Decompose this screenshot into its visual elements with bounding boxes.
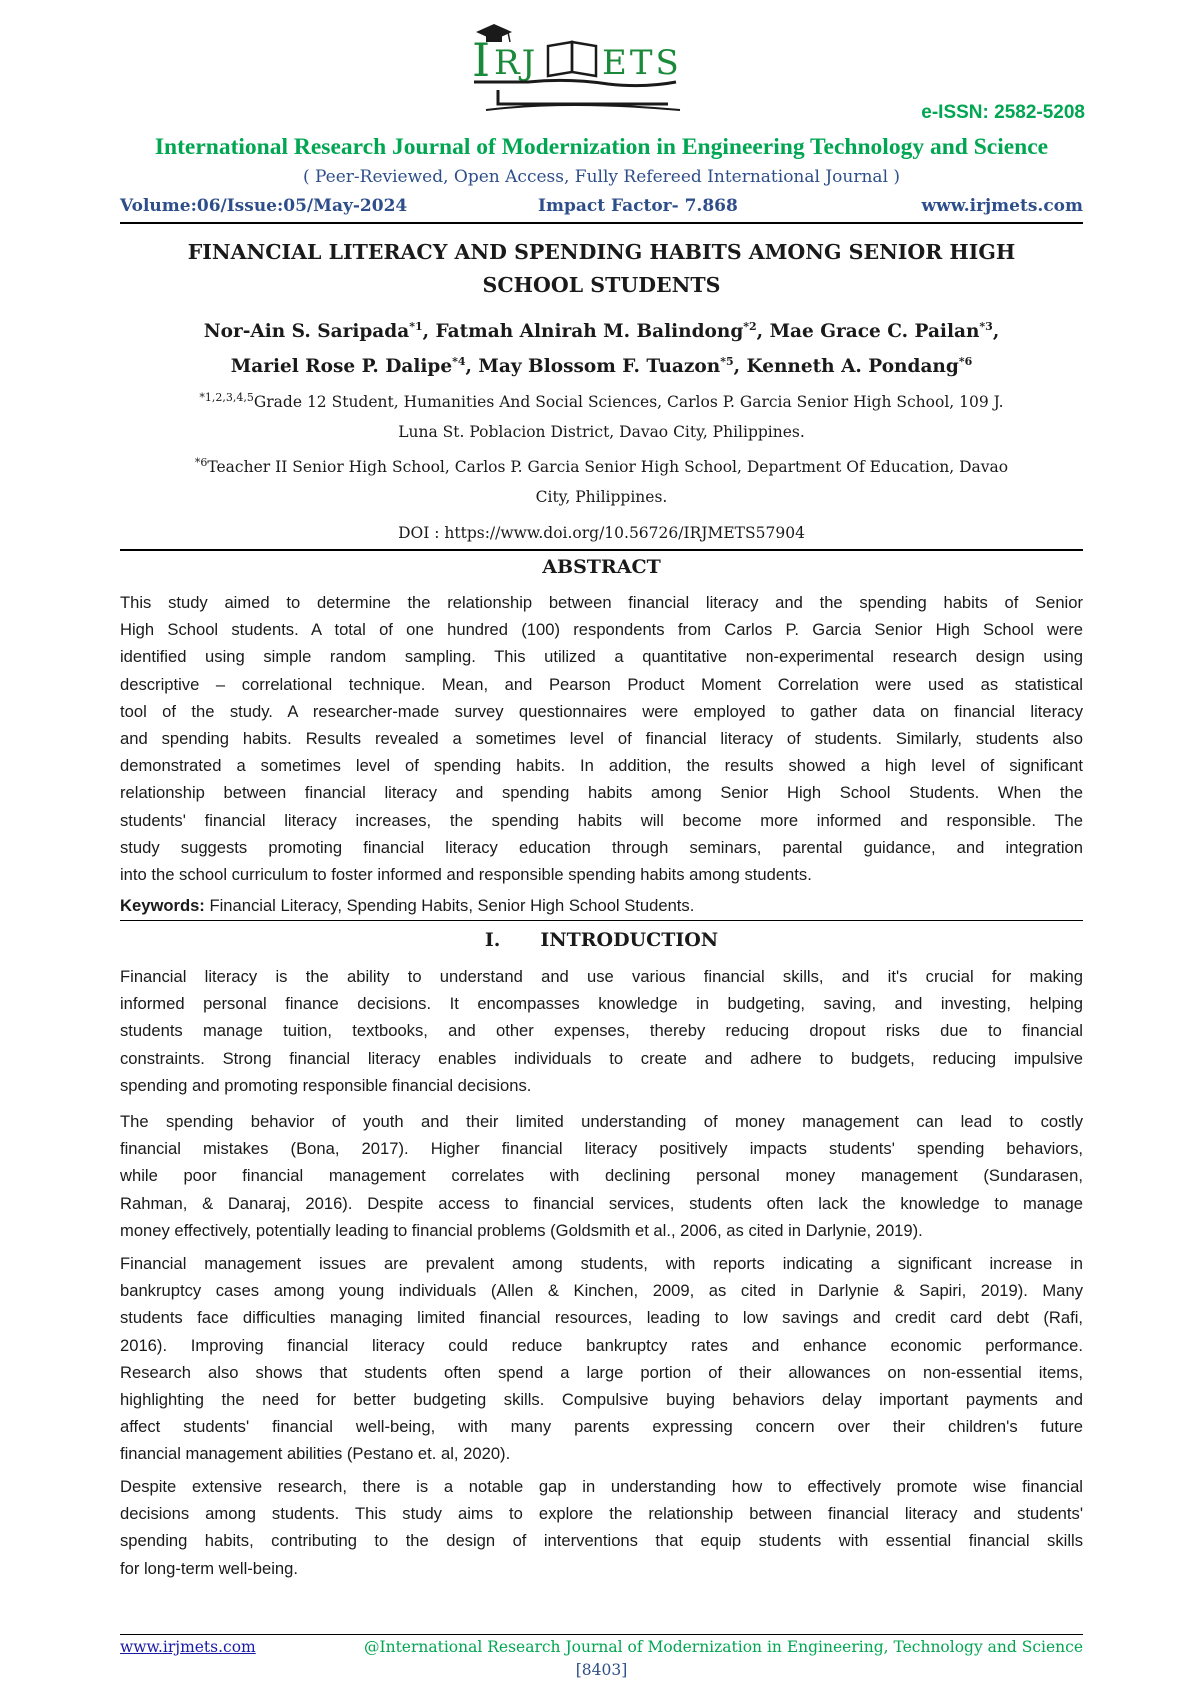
text-line: highlighting the need for better budgeting skills. Compulsive buying behaviors delay important payments and: [120, 1390, 1083, 1410]
page-number: [8403]: [575, 1661, 628, 1679]
author-mark: *3: [979, 319, 993, 333]
text-line: High School students. A total of one hundred (100) respondents from Carlos P. Garcia Senior High School were: [120, 620, 1083, 640]
text-line: Despite extensive research, there is a notable gap in understanding how to effectively promote wise financial: [120, 1477, 1083, 1496]
affiliation-text: Teacher II Senior High School, Carlos P. Garcia Senior High School, Department Of Education, Davao: [207, 458, 1009, 476]
impact-factor: Impact Factor- 7.868: [538, 196, 738, 216]
issue-meta-row: [120, 196, 1083, 224]
affiliation-line: [120, 387, 1083, 417]
author-name: Fatmah Alnirah M. Balindong: [435, 321, 744, 342]
logo-graphic: [468, 12, 738, 122]
affiliation-mark: *6: [194, 455, 208, 469]
text-line: into the school curriculum to foster informed and responsible spending habits among students.: [120, 865, 812, 885]
intro-paragraph: [120, 1473, 1083, 1582]
author-name: Kenneth A. Pondang: [746, 356, 959, 377]
author-line: [120, 314, 1083, 349]
author-mark: *1: [409, 319, 423, 333]
intro-paragraph: [120, 1108, 1083, 1244]
intro-paragraph: [120, 1250, 1083, 1468]
svg-text:ETS: ETS: [602, 43, 682, 83]
affiliation: [120, 452, 1083, 512]
text-line: Financial literacy is the ability to understand and use various financial skills, and it's crucial for making: [120, 967, 1083, 986]
author-name: Mae Grace C. Pailan: [769, 321, 980, 342]
issn-number: e-ISSN: 2582-5208: [921, 102, 1085, 123]
doi-link[interactable]: DOI : https://www.doi.org/10.56726/IRJMETS57904: [120, 518, 1083, 551]
footer-journal-credit: @International Research Journal of Modernization in Engineering, Technology and Science: [363, 1638, 1083, 1656]
text-line: students' financial literacy increases, the spending habits will become more informed and responsible. The: [120, 810, 1083, 830]
affiliation-line: City, Philippines.: [535, 488, 668, 506]
author-separator: ,: [992, 321, 1000, 342]
text-line: financial management abilities (Pestano et. al, 2020).: [120, 1444, 511, 1464]
author-name: Mariel Rose P. Dalipe: [230, 356, 453, 377]
title-line: FINANCIAL LITERACY AND SPENDING HABITS AMONG SENIOR HIGH: [187, 240, 1016, 264]
affiliation-text: Grade 12 Student, Humanities And Social Sciences, Carlos P. Garcia Senior High School, 109 J.: [253, 393, 1004, 411]
journal-tagline: ( Peer-Reviewed, Open Access, Fully Refereed International Journal ): [302, 167, 901, 187]
journal-logo: [468, 12, 738, 122]
footer-rule: [120, 1634, 1083, 1635]
affiliation-mark: *1,2,3,4,5: [199, 390, 254, 404]
keywords: [120, 892, 1083, 921]
affiliation-line: Luna St. Poblacion District, Davao City, Philippines.: [398, 423, 805, 441]
author-mark: *6: [958, 354, 973, 368]
affiliation: [120, 387, 1083, 447]
keywords-text: Financial Literacy, Spending Habits, Senior High School Students.: [204, 896, 695, 915]
author-separator: ,: [756, 321, 770, 342]
author-mark: *2: [743, 319, 757, 333]
text-line: The spending behavior of youth and their limited understanding of money management can lead to costly: [120, 1112, 1083, 1131]
text-line: descriptive – correlational technique. Mean, and Pearson Product Moment Correlation were used as statistical: [120, 674, 1083, 694]
intro-paragraph: [120, 963, 1083, 1099]
paper-title: [140, 236, 1063, 302]
abstract-body: [120, 589, 1083, 888]
text-line: relationship between financial literacy and spending habits among Senior High School Students. When the: [120, 783, 1083, 803]
text-line: spending and promoting responsible financial decisions.: [120, 1075, 532, 1095]
author-name: May Blossom F. Tuazon: [478, 356, 721, 377]
text-line: constraints. Strong financial literacy enables individuals to create and adhere to budgets, reducing impulsive: [120, 1048, 1083, 1068]
author-list: [120, 314, 1083, 384]
text-line: demonstrated a sometimes level of spending habits. In addition, the results showed a high level of significant: [120, 756, 1083, 776]
text-line: spending habits, contributing to the design of interventions that equip students with essential financial skills: [120, 1531, 1083, 1551]
text-line: 2016). Improving financial literacy could reduce bankruptcy rates and enhance economic performance.: [120, 1335, 1083, 1355]
author-separator: ,: [465, 356, 479, 377]
svg-text:RJ: RJ: [494, 43, 538, 83]
text-line: Financial management issues are prevalent among students, with reports indicating a significant increase in: [120, 1254, 1083, 1273]
text-line: students manage tuition, textbooks, and other expenses, thereby reducing dropout risks due to financial: [120, 1021, 1083, 1041]
introduction-heading: [120, 929, 1083, 951]
section-title: INTRODUCTION: [540, 929, 719, 951]
svg-text:I: I: [472, 33, 491, 87]
text-line: study suggests promoting financial literacy education through seminars, parental guidance, and integration: [120, 837, 1083, 857]
text-line: Research also shows that students often spend a large portion of their allowances on non-essential items,: [120, 1362, 1083, 1382]
journal-name: International Research Journal of Modernization in Engineering Technology and Science: [154, 134, 1049, 160]
text-line: students face difficulties managing limited financial resources, leading to low savings and credit card debt (Rafi,: [120, 1308, 1083, 1328]
abstract-heading: ABSTRACT: [542, 556, 661, 578]
author-separator: ,: [422, 321, 436, 342]
text-line: identified using simple random sampling. This utilized a quantitative non-experimental research design using: [120, 647, 1083, 667]
text-line: affect students' financial well-being, with many parents expressing concern over their children's future: [120, 1417, 1083, 1437]
text-line: while poor financial management correlates with declining personal money management (Sundarasen,: [120, 1166, 1083, 1186]
author-separator: ,: [733, 356, 747, 377]
section-number: I.: [484, 929, 501, 951]
title-line: SCHOOL STUDENTS: [482, 273, 721, 297]
text-line: bankruptcy cases among young individuals (Allen & Kinchen, 2009, as cited in Darlynie & Sapiri, 2019). Many: [120, 1281, 1083, 1301]
volume-issue: Volume:06/Issue:05/May-2024: [120, 196, 408, 216]
text-line: tool of the study. A researcher-made survey questionnaires were employed to gather data on financial literacy: [120, 701, 1083, 721]
journal-website[interactable]: www.irjmets.com: [921, 196, 1083, 216]
text-line: Rahman, & Danaraj, 2016). Despite access to financial services, students often lack the knowledge to manage: [120, 1193, 1083, 1213]
text-line: financial mistakes (Bona, 2017). Higher financial literacy positively impacts students' spending behaviors,: [120, 1139, 1083, 1159]
affiliation-line: [120, 452, 1083, 482]
text-line: informed personal finance decisions. It encompasses knowledge in budgeting, saving, and investing, helping: [120, 994, 1083, 1014]
author-mark: *4: [452, 354, 466, 368]
keywords-label: Keywords:: [120, 896, 205, 915]
text-line: This study aimed to determine the relationship between financial literacy and the spending habits of Senior: [120, 593, 1083, 612]
text-line: money effectively, potentially leading to financial problems (Goldsmith et al., 2006, as cited in Darlynie, 2019).: [120, 1220, 923, 1240]
author-mark: *5: [720, 354, 734, 368]
text-line: and spending habits. Results revealed a sometimes level of financial literacy of students. Similarly, students also: [120, 729, 1083, 749]
text-line: decisions among students. This study aims to explore the relationship between financial literacy and students': [120, 1504, 1083, 1524]
text-line: for long-term well-being.: [120, 1558, 298, 1578]
author-name: Nor-Ain S. Saripada: [203, 321, 410, 342]
author-line: [120, 349, 1083, 384]
footer-website-link[interactable]: www.irjmets.com: [120, 1638, 256, 1656]
